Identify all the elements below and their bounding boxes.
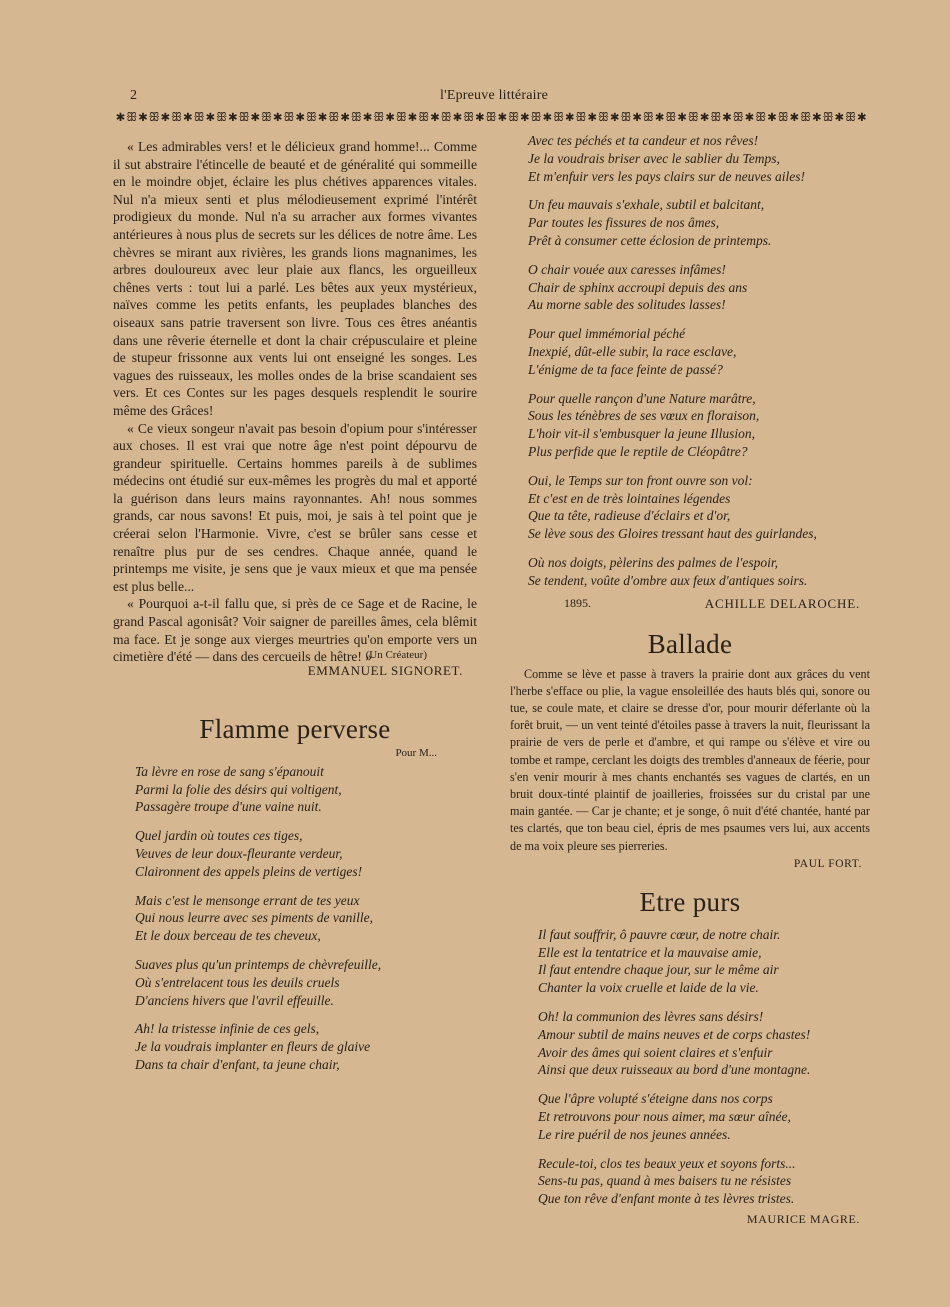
ornamental-border: ✱ꕥ✱ꕥ✱ꕥ✱ꕥ✱ꕥ✱ꕥ✱ꕥ✱ꕥ✱ꕥ✱ꕥ✱ꕥ✱ꕥ✱ꕥ✱ꕥ✱ꕥ✱ꕥ✱ꕥ✱ꕥ✱ꕥ✱ꕥ✱ꕥ✱ꕥ✱ꕥ✱ꕥ✱ꕥ✱ꕥ✱ꕥ✱ꕥ✱ꕥ✱ꕥ✱ꕥ✱ꕥ✱ꕥ✱ [116,110,868,124]
verse-line: Le rire puéril de nos jeunes années. [538,1126,731,1142]
verse-line: Passagère troupe d'une vaine nuit. [135,799,322,815]
flamme-footer [564,596,860,612]
stanza [538,1155,870,1208]
verse-line: Mais c'est le mensonge errant de tes yeux [135,892,360,908]
left-column [113,138,477,1085]
verse-line: Dans ta chair d'enfant, ta jeune chair, [135,1056,340,1072]
verse-line: L'hoir vit-il s'embusquer la jeune Illusion, [528,426,756,442]
ballade-title: Ballade [647,628,733,659]
stanza [135,956,477,1009]
stanza [538,1090,870,1143]
verse-line: Au morne sable des solitudes lasses! [528,297,726,313]
flamme-author: ACHILLE DELAROCHE. [704,595,860,611]
verse-line: Qui nous leurre avec ses piments de vanille, [135,910,373,926]
verse-line: Quel jardin où toutes ces tiges, [135,828,303,844]
right-column [510,133,870,1227]
verse-line: Inexpié, dût-elle subir, la race esclave, [528,343,737,359]
etre-poem [538,926,870,1208]
verse-line: Par toutes les fissures de nos âmes, [528,215,720,231]
verse-line: Et c'est en de très lointaines légendes [528,490,731,506]
flamme-dedication: Pour M... [395,746,437,759]
stanza [538,926,870,997]
verse-line: Veuves de leur doux-fleurante verdeur, [135,846,343,861]
verse-line: Et m'enfuir vers les pays clairs sur de neuves ailes! [528,168,805,184]
essay-paragraph: « Les admirables vers! et le délicieux grand homme!... Comme il sut abstraire l'étincelle de beauté et de généralité qui sommeille en le moindre objet, éclaire les plus chétives apparences vitales. Nul n'a mieux senti et plus mélodieusement exprimé l'intérêt prodigieux du monde. Nul n'a su arracher aux formes vivantes antérieures à nous plus de secrets sur les délices de notre âme. Les chèvres se mirant aux rivières, les grands lions magnanimes, les arbres douloureux avec leur plaie aux flancs, les orgueilleux chênes verts : tout lui a parlé. Les bêtes aux yeux mystérieux, naïves comme les petits enfants, les peuplades blanches des oiseaux sans patrie traversent son livre. Tous ces êtres anéantis dans une rêverie éternelle et dont la chair crépusculaire et pleine de stupeur frissonne aux vents lui ont enseigné les songes. Les vagues des ruisseaux, les molles ondes de la brise scandaient ses vers. Et ces Contes sur les pages desquels resplendit le sourire même des Grâces! [113,139,477,418]
verse-line: Que l'âpre volupté s'éteigne dans nos corps [538,1091,773,1107]
ballade-text: Comme se lève et passe à travers la prairie dont aux grâces du vent l'herbe s'efface ou plie, la vague ensoleillée des hauts blés qui, sonore ou tue, se coule mate, et claire se dresse d'or, pour mourir déferlante où la forêt bruit, — un vent teinté d'étoiles passe à travers la nuit, fleurissant la prairie de vers de perle et d'ambre, et qui rampe ou s'élève et vire ou tombe et rampe, cerclant les doigts des trembles d'anneaux de féerie, pour s'en venir mourir à mes chants enchantés ses vagues de clartés, en un bruit doux-tinté plaintif de joailleries, froissées sur du cristal par une main gantée. — Car je chante; et je songe, ô nuit d'été chantée, hanté par tes clartés, que ton beau ciel, épris de mes psaumes vers lui, aux accents de ma voix pleure ses pierreries. [510,666,870,853]
stanza [528,472,870,543]
essay [113,138,477,666]
verse-line: Avoir des âmes qui soient claires et s'enfuir [538,1044,773,1060]
verse-line: Chair de sphinx accroupi depuis des ans [528,279,748,295]
stanza [528,325,870,378]
verse-line: Recule-toi, clos tes beaux yeux et soyons forts... [538,1155,796,1171]
flamme-poem [135,763,477,1074]
verse-line: Amour subtil de mains neuves et de corps chastes! [538,1026,811,1042]
flamme-title: Flamme perverse [199,713,391,744]
essay-paragraph: « Pourquoi a-t-il fallu que, si près de ce Sage et de Racine, le grand Pascal agonisât? Voir saigner de pareilles âmes, cela blêmit ma face. Et je songe aux vierges meurtries qu'on emporte vers un cimetière d'été — dans des cercueils de hêtre! » [113,596,477,665]
verse-line: Ta lèvre en rose de sang s'épanouit [135,763,324,779]
verse-line: Sens-tu pas, quand à mes baisers tu ne résistes [538,1173,792,1189]
verse-line: Pour quelle rançon d'une Nature marâtre, [528,390,756,406]
verse-line: Oui, le Temps sur ton front ouvre son vol: [528,472,753,488]
verse-line: Ah! la tristesse infinie de ces gels, [135,1021,320,1037]
stanza [528,554,870,590]
verse-line: Ainsi que deux ruisseaux au bord d'une montagne. [538,1062,811,1078]
verse-line: Et le doux berceau de tes cheveux, [135,928,321,944]
stanza [538,1008,870,1079]
verse-line: Avec tes péchés et ta candeur et nos rêves! [528,133,759,148]
verse-line: Oh! la communion des lèvres sans désirs! [538,1008,764,1024]
verse-line: Suaves plus qu'un printemps de chèvrefeuille, [135,956,382,972]
essay-author: EMMANUEL SIGNORET. [307,662,463,678]
page-number: 2 [130,88,137,103]
essay-paragraph: « Ce vieux songeur n'avait pas besoin d'opium pour s'intéresser aux choses. Il est vrai que notre âge n'est point dépourvu de grandeur spirituelle. Certains hommes pareils à de sublimes médecins ont étudié sur eux-mêmes les progrès du mal et apporté la guérison dans leurs mains rayonnantes. Ah! nous sommes grands, car nous savons! Et puis, moi, je sais à tel point que je créerai selon l'Harmonie. Vivre, c'est se brûler sans cesse et renaître plus pur de ses cendres. Chaque année, quand le printemps me visite, je sens que je vaux mieux et que ma pensée est plus belle... [113,420,477,594]
verse-line: Je la voudrais briser avec le sablier du Temps, [528,150,780,166]
verse-line: O chair vouée aux caresses infâmes! [528,261,726,277]
verse-line: Claironnent des appels pleins de vertiges! [135,863,363,879]
verse-line: Chanter la voix cruelle et laide de la vie. [538,980,759,996]
verse-line: Que ton rêve d'enfant monte à tes lèvres tristes. [538,1191,795,1207]
verse-line: Sous les ténèbres de ses vœux en floraison, [528,408,760,424]
verse-line: Elle est la tentatrice et la mauvaise amie, [538,944,762,960]
stanza [528,196,870,249]
verse-line: Un feu mauvais s'exhale, subtil et balcitant, [528,197,765,213]
stanza [528,261,870,314]
ballade-author: PAUL FORT. [793,857,862,870]
stanza [528,132,870,185]
stanza [528,390,870,461]
etre-author: MAURICE MAGRE. [746,1211,860,1226]
stanza [135,763,477,816]
verse-line: Où s'entrelacent tous les deuils cruels [135,974,340,990]
verse-line: Il faut souffrir, ô pauvre cœur, de notre chair. [538,926,781,942]
flamme-year: 1895. [564,595,591,610]
verse-line: Il faut entendre chaque jour, sur le même air [538,962,779,978]
verse-line: Je la voudrais implanter en fleurs de glaive [135,1039,371,1055]
page-header [118,88,870,106]
verse-line: L'énigme de ta face feinte de passé? [528,361,723,377]
verse-line: Où nos doigts, pèlerins des palmes de l'espoir, [528,554,779,570]
stanza [135,827,477,880]
verse-line: Et retrouvons pour nous aimer, ma sœur aînée, [538,1108,791,1124]
verse-line: Plus perfide que le reptile de Cléopâtre? [528,443,748,459]
etre-title: Etre purs [639,886,741,917]
verse-line: Parmi la folie des désirs qui voltigent, [135,781,342,797]
verse-line: Se lève sous des Gloires tressant haut des guirlandes, [528,526,817,542]
verse-line: Pour quel immémorial péché [528,326,686,342]
essay-source-note: (Un Créateur) [365,648,427,661]
journal-title: l'Epreuve littéraire [440,88,548,103]
verse-line: D'anciens hivers que l'avril effeuille. [135,992,334,1008]
stanza [135,1020,477,1073]
verse-line: Que ta tête, radieuse d'éclairs et d'or, [528,508,731,524]
flamme-poem-continued [528,132,870,590]
verse-line: Prêt à consumer cette éclosion de printemps. [528,232,772,248]
stanza [135,892,477,945]
verse-line: Se tendent, voûte d'ombre aux feux d'antiques soirs. [528,572,808,588]
